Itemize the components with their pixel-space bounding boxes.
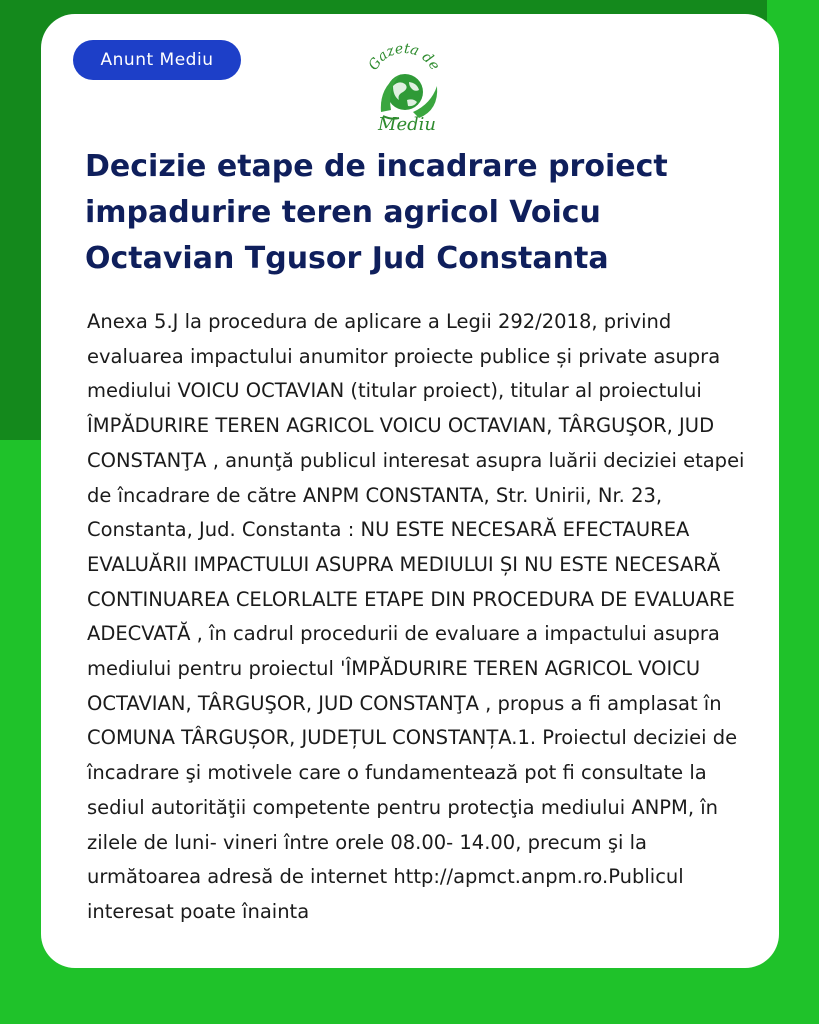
logo-top-text: Gazeta de <box>365 42 443 74</box>
announcement-card <box>41 14 779 968</box>
gazeta-de-mediu-logo <box>359 42 449 134</box>
category-badge[interactable]: Anunt Mediu <box>73 40 241 80</box>
article-body: Anexa 5.J la procedura de aplicare a Legii 292/2018, privind evaluarea impactului anumitor proiecte publice și private asupra mediului VOICU OCTAVIAN (titular proiect), titular al proiectului ÎMPĂDURIRE TEREN AGRICOL VOICU OCTAVIAN, TÂRGUŞOR, JUD CONSTANŢA , anunţă publicul interesat asupra luării deciziei etapei de încadrare de către ANPM CONSTANTA, Str. Unirii, Nr. 23, Constanta, Jud. Constanta : NU ESTE NECESARĂ EFECTAUREA EVALUĂRII IMPACTULUI ASUPRA MEDIULUI ȘI NU ESTE NECESARĂ CONTINUAREA CELORLALTE ETAPE DIN PROCEDURA DE EVALUARE ADECVATĂ , în cadrul procedurii de evaluare a impactului asupra mediului pentru proiectul 'ÎMPĂDURIRE TEREN AGRICOL VOICU OCTAVIAN, TÂRGUŞOR, JUD CONSTANŢA , propus a fi amplasat în COMUNA TÂRGUȘOR, JUDEȚUL CONSTANȚA.1. Proiectul deciziei de încadrare şi motivele care o fundamentează pot fi consultate la sediul autorităţii competente pentru protecţia mediului ANPM, în zilele de luni- vineri între orele 08.00- 14.00, precum şi la următoarea adresă de internet http://apmct.anpm.ro.Publicul interesat poate înainta <box>87 310 745 923</box>
svg-text:Gazeta de <box>365 42 442 73</box>
article-title: Decizie etape de incadrare proiect impadurire teren agricol Voicu Octavian Tgusor Jud Constanta <box>85 149 668 276</box>
logo-bottom-text: Mediu <box>378 114 436 134</box>
